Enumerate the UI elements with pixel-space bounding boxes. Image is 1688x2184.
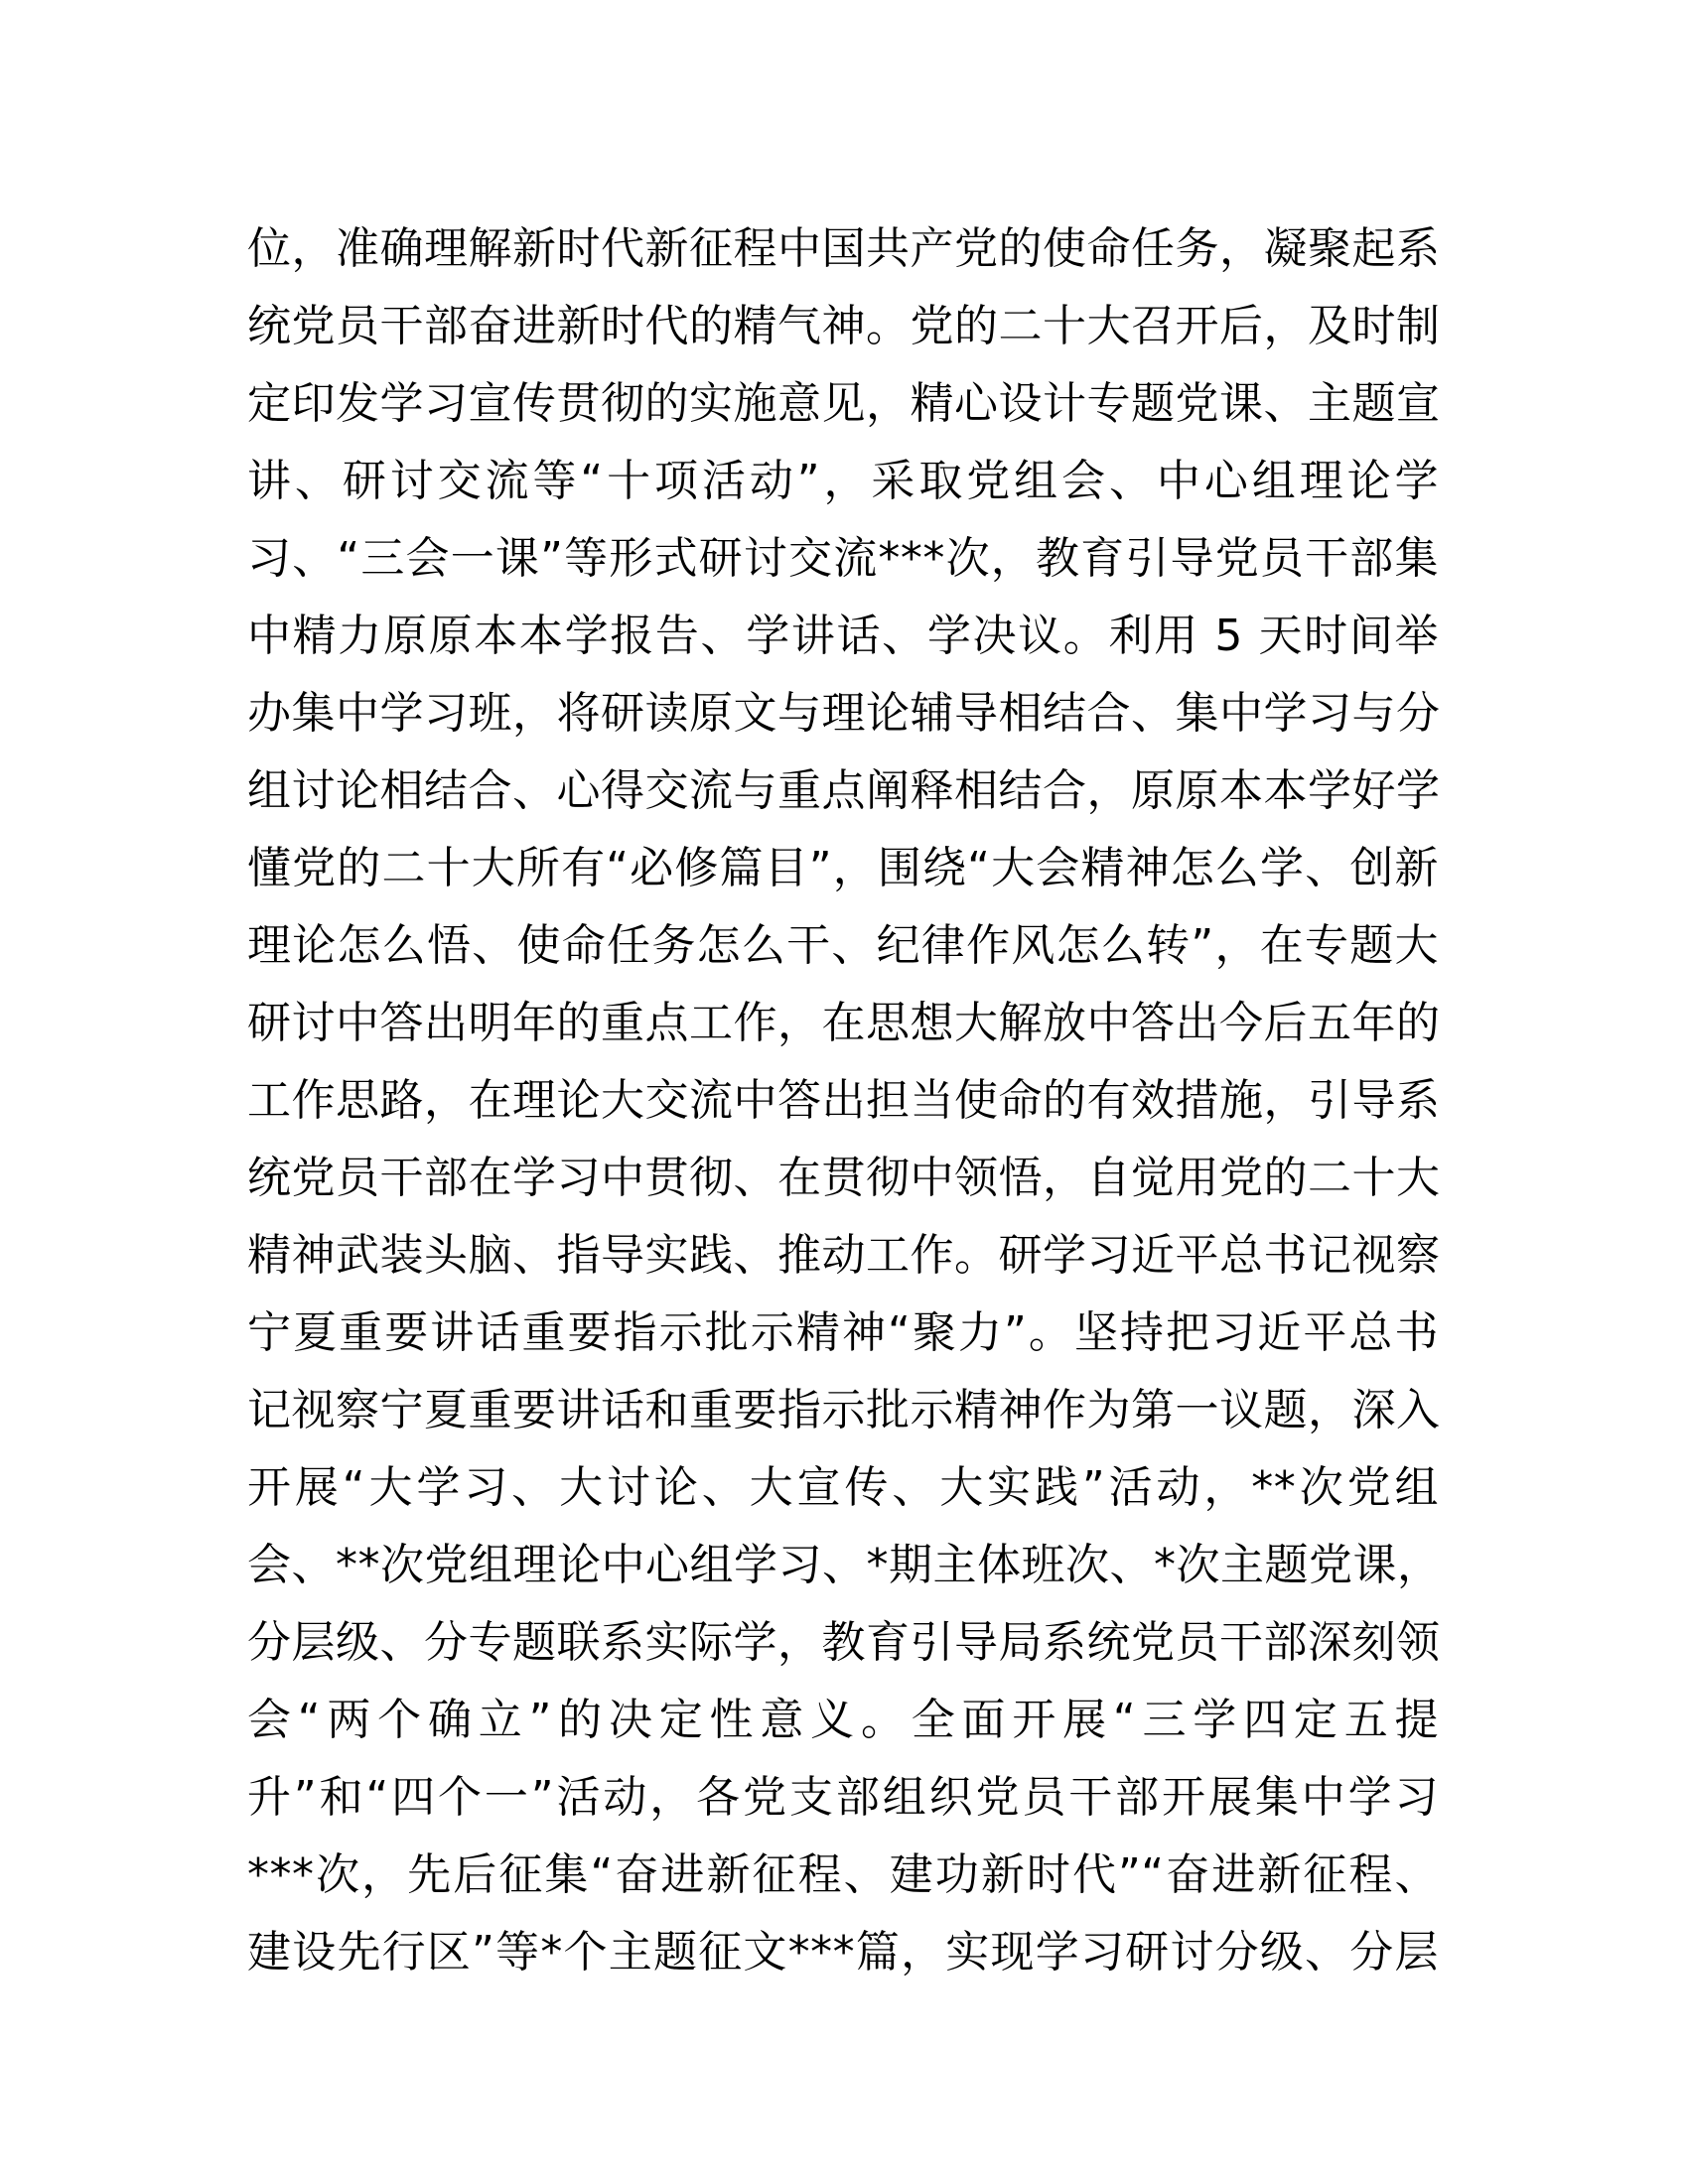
text-line-20: 会“两个确立”的决定性意义。全面开展“三学四定五提 [247,1695,1439,1745]
text-line-5: 习、“三会一课”等形式研讨交流***次，教育引导党员干部集 [247,533,1439,584]
text-line-1: 位，准确理解新时代新征程中国共产党的使命任务，凝聚起系 [247,223,1441,274]
text-line-4: 讲、研讨交流等“十项活动”，采取党组会、中心组理论学 [247,456,1439,506]
text-line-23: 建设先行区”等*个主题征文***篇，实现学习研讨分级、分层 [247,1927,1439,1978]
text-line-9: 懂党的二十大所有“必修篇目”，围绕“大会精神怎么学、创新 [247,843,1439,893]
text-line-6: 中精力原原本本学报告、学讲话、学决议。利用 5 天时间举 [247,611,1439,661]
text-line-10: 理论怎么悟、使命任务怎么干、纪律作风怎么转”，在专题大 [247,920,1439,971]
text-line-15: 宁夏重要讲话重要指示批示精神“聚力”。坚持把习近平总书 [247,1307,1439,1358]
body-paragraph [247,210,1442,1991]
text-line-19: 分层级、分专题联系实际学，教育引导局系统党员干部深刻领 [247,1617,1441,1668]
text-line-21: 升”和“四个一”活动，各党支部组织党员干部开展集中学习 [247,1772,1439,1823]
text-line-8: 组讨论相结合、心得交流与重点阐释相结合，原原本本学好学 [247,765,1441,816]
text-line-14: 精神武装头脑、指导实践、推动工作。研学习近平总书记视察 [247,1230,1441,1281]
text-line-16: 记视察宁夏重要讲话和重要指示批示精神作为第一议题，深入 [247,1385,1441,1435]
text-line-3: 定印发学习宣传贯彻的实施意见，精心设计专题党课、主题宣 [247,378,1441,429]
text-line-7: 办集中学习班，将研读原文与理论辅导相结合、集中学习与分 [247,688,1441,739]
text-line-18: 会、**次党组理论中心组学习、*期主体班次、*次主题党课， [247,1540,1442,1590]
text-line-22: ***次，先后征集“奋进新征程、建功新时代”“奋进新征程、 [247,1849,1439,1900]
text-line-11: 研讨中答出明年的重点工作，在思想大解放中答出今后五年的 [247,998,1441,1048]
text-line-2: 统党员干部奋进新时代的精气神。党的二十大召开后，及时制 [247,301,1441,351]
text-line-12: 工作思路，在理论大交流中答出担当使命的有效措施，引导系 [247,1075,1441,1126]
text-line-13: 统党员干部在学习中贯彻、在贯彻中领悟，自觉用党的二十大 [247,1153,1441,1203]
text-line-17: 开展“大学习、大讨论、大宣传、大实践”活动，**次党组 [247,1462,1439,1513]
